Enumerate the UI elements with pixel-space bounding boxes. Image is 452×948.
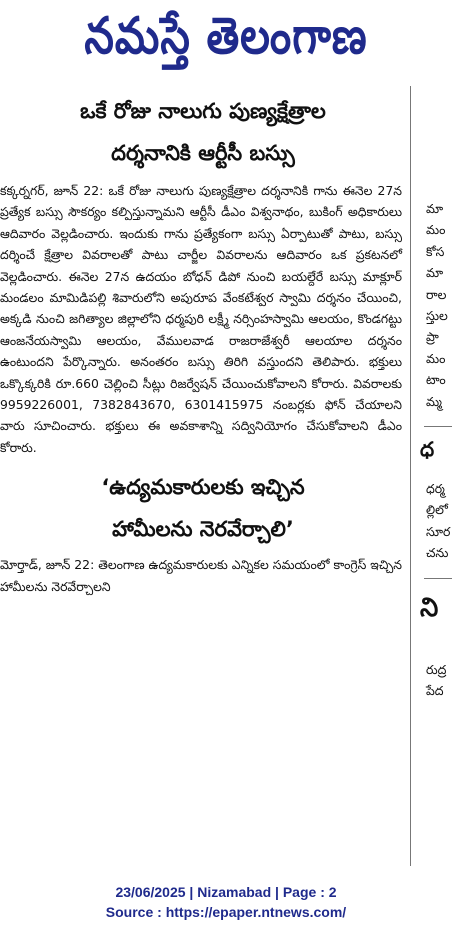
- article-1-headline-line-1: ఒకే రోజు నాలుగు పుణ్యక్షేత్రాల: [80, 99, 326, 123]
- adjacent-line: టాం: [426, 372, 446, 388]
- adjacent-line: స్తుల: [426, 308, 448, 324]
- adjacent-article-bottom: [416, 659, 452, 702]
- adjacent-line: కోస: [426, 243, 445, 259]
- adjacent-article-top: [416, 198, 452, 412]
- main-column: [0, 86, 406, 866]
- masthead: [0, 0, 452, 84]
- column-divider: [410, 86, 411, 866]
- adjacent-line: సూర: [426, 523, 451, 539]
- adjacent-heading-1: ధ: [420, 437, 435, 462]
- adjacent-divider: [424, 578, 452, 579]
- article-2: [0, 466, 406, 597]
- adjacent-line: ప్రా: [426, 329, 439, 345]
- adjacent-line: ల్లిలో: [426, 502, 448, 518]
- article-1-headline-line-2: దర్శనానికి ఆర్టీసీ బస్సు: [111, 141, 295, 165]
- adjacent-heading-2: ని: [420, 592, 439, 623]
- adjacent-line: చను: [426, 545, 449, 561]
- adjacent-line: మా: [426, 265, 444, 281]
- adjacent-divider: [424, 426, 452, 427]
- adjacent-line: పేద: [426, 683, 444, 699]
- adjacent-line: రుద్ర: [426, 661, 447, 677]
- page-footer: [0, 872, 452, 948]
- adjacent-line: మా: [426, 201, 444, 216]
- adjacent-article-mid: [416, 478, 452, 564]
- adjacent-line: మం: [426, 222, 446, 238]
- adjacent-line: ధర్మ: [426, 481, 445, 497]
- adjacent-column: [416, 86, 452, 866]
- article-1: [0, 90, 406, 458]
- adjacent-line: మం: [426, 350, 446, 366]
- newspaper-title: నమస్తే తెలంగాణ: [84, 6, 368, 65]
- edition-info: 23/06/2025 | Nizamabad | Page : 2: [115, 884, 337, 900]
- article-2-headline-line-2: హామీలను నెరవేర్చాలి’: [112, 517, 294, 542]
- source-link[interactable]: Source : https://epaper.ntnews.com/: [105, 904, 347, 920]
- article-2-headline-line-1: ‘ఉద్యమకారులకు ఇచ్చిన: [101, 475, 305, 500]
- adjacent-line: రాల: [426, 286, 447, 302]
- article-1-body: కక్కర్నగర్, జూన్ 22: ఒకే రోజు నాలుగు పుణ్యక్షేత్రాల దర్శనానికి గాను ఈనెల 27న ప్రత్యేక బస్సు సౌకర్యం కల్పిస్తున్నామని ఆర్టీసీ డీఎం విశ్వనాథం, బుకింగ్ అధికారులు ఆదివారం వెల్లడించారు. ఇందుకు గాను ప్రత్యేకంగా బస్సు ఏర్పాటుతో పాటు, బస్సు దర్శించే క్షేత్రాల వివరాలతో పాటు చార్జీల వివరాలను ఆదివారం ఒక ప్రకటనలో వెల్లడించారు. ఈనెల 27న ఉదయం బోధన్ డిపో నుంచి బయల్దేరే బస్సు మాక్లూర్ మండలం మామిడిపల్లి శివారులోని అపురూప వేంకటేశ్వర స్వామి దర్శనం చేయించి, అక్కడి నుంచి జగిత్యాల జిల్లాలోని ధర్మపురి లక్ష్మీ నర్సింహస్వామి ఆలయం, కొండగట్టు ఆంజనేయస్వామి ఆలయం, వేములవాడ రాజరాజేశ్వరీ ఆలయాల దర్శనం ఉంటుందని పేర్కొన్నారు. అనంతరం బస్సు తిరిగి వస్తుందని తెలిపారు. భక్తులు ఒక్కొక్కరికి రూ.660 చెల్లించి సీట్లు రిజర్వేషన్ చేయించుకోవాలని కోరారు. వివరాలకు 9959226001, 7382843670, 6301415975 నంబర్లకు ఫోన్ చేయాలని వారు సూచించారు. భక్తులు ఈ అవకాశాన్ని సద్వినియోగం చేసుకోవాలని డీఎం కోరారు.: [0, 183, 402, 455]
- article-2-body: మోర్తాడ్, జూన్ 22: తెలంగాణ ఉద్యమకారులకు ఎన్నికల సమయంలో కాంగ్రెస్ ఇచ్చిన హామీలను నెరవేర్చాలని: [0, 557, 402, 594]
- adjacent-line: మ్మ: [426, 393, 443, 409]
